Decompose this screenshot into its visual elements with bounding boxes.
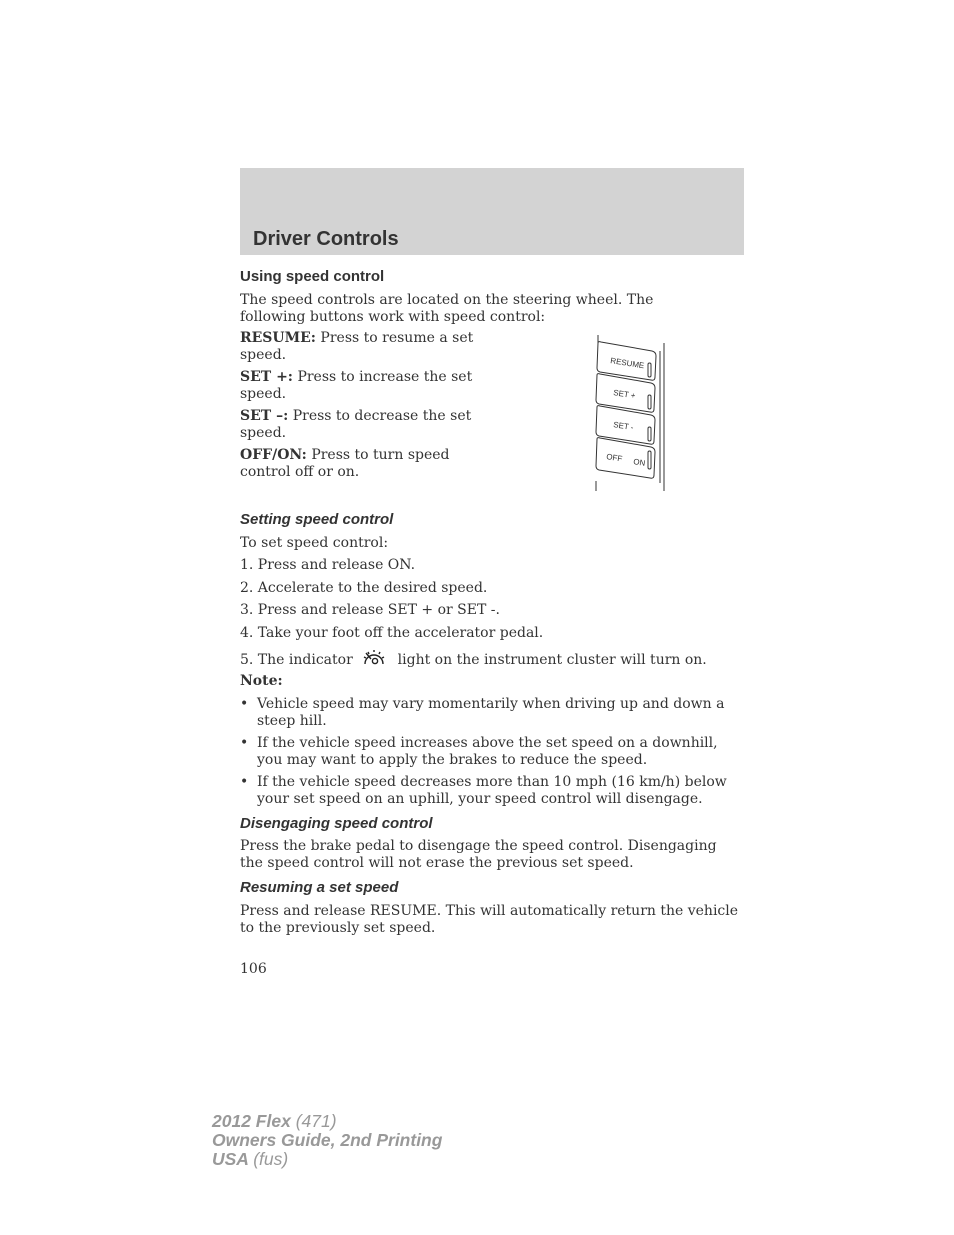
header-band	[240, 168, 744, 255]
button-description-off-on	[240, 447, 460, 480]
set-minus-label: SET –:	[240, 408, 289, 424]
resume-text: Press to resume a set speed.	[240, 330, 474, 363]
figure-label-on: ON	[632, 457, 646, 468]
step-3: 3. Press and release SET + or SET -.	[240, 602, 500, 618]
setting-speed-control-heading: Setting speed control	[240, 511, 394, 528]
step-5-prefix: 5. The indicator	[240, 652, 353, 668]
button-description-set-minus	[240, 408, 480, 441]
setting-intro: To set speed control:	[240, 535, 389, 551]
bullet-marker: •	[240, 774, 249, 790]
footer-edition-info	[212, 1112, 442, 1169]
disengaging-text: Press the brake pedal to disengage the speed control. Disengaging the speed control will not erase the previous set speed.	[240, 838, 717, 871]
page-number: 106	[240, 961, 267, 977]
step-4: 4. Take your foot off the accelerator pedal.	[240, 625, 544, 641]
bullet-marker: •	[240, 696, 249, 712]
footer-line-2: Owners Guide, 2nd Printing	[212, 1130, 443, 1150]
note-bullet-text: If the vehicle speed increases above the set speed on a downhill, you may want to apply the brakes to reduce the speed.	[257, 735, 718, 768]
off-on-label: OFF/ON:	[240, 447, 307, 463]
bullet-marker: •	[240, 735, 249, 751]
page-section-title: Driver Controls	[253, 228, 399, 250]
note-bullet-text: If the vehicle speed decreases more than 10 mph (16 km/h) below your set speed on an uphill, your speed control will disengage.	[257, 774, 727, 807]
resuming-text: Press and release RESUME. This will automatically return the vehicle to the previously set speed.	[240, 903, 739, 936]
resuming-heading: Resuming a set speed	[240, 879, 399, 896]
footer-line-3: USA (fus)	[212, 1149, 289, 1169]
footer-line-1: 2012 Flex (471)	[212, 1111, 337, 1131]
button-description-resume	[240, 330, 480, 363]
figure-label-set-plus: SET +	[612, 388, 637, 401]
set-plus-text: Press to increase the set speed.	[240, 369, 473, 402]
step-2: 2. Accelerate to the desired speed.	[240, 580, 488, 596]
using-intro: The speed controls are located on the steering wheel. The following buttons work with speed control:	[240, 292, 654, 325]
speed-control-buttons-figure	[588, 333, 670, 495]
off-on-text: Press to turn speed control off or on.	[240, 447, 450, 480]
resume-label: RESUME:	[240, 330, 316, 346]
step-5-suffix: light on the instrument cluster will turn on.	[397, 652, 707, 668]
disengaging-heading: Disengaging speed control	[240, 815, 433, 832]
set-plus-label: SET +:	[240, 369, 293, 385]
step-1: 1. Press and release ON.	[240, 557, 416, 573]
using-speed-control-heading: Using speed control	[240, 268, 385, 285]
set-minus-text: Press to decrease the set speed.	[240, 408, 472, 441]
note-bullet-text: Vehicle speed may vary momentarily when driving up and down a steep hill.	[257, 696, 725, 729]
figure-label-resume: RESUME	[609, 356, 645, 371]
note-label: Note:	[240, 673, 283, 689]
figure-label-set-minus: SET -	[612, 420, 635, 433]
figure-label-off: OFF	[605, 452, 623, 464]
button-description-set-plus	[240, 369, 480, 402]
step-5	[240, 649, 740, 669]
speed-control-indicator-icon	[361, 649, 387, 669]
